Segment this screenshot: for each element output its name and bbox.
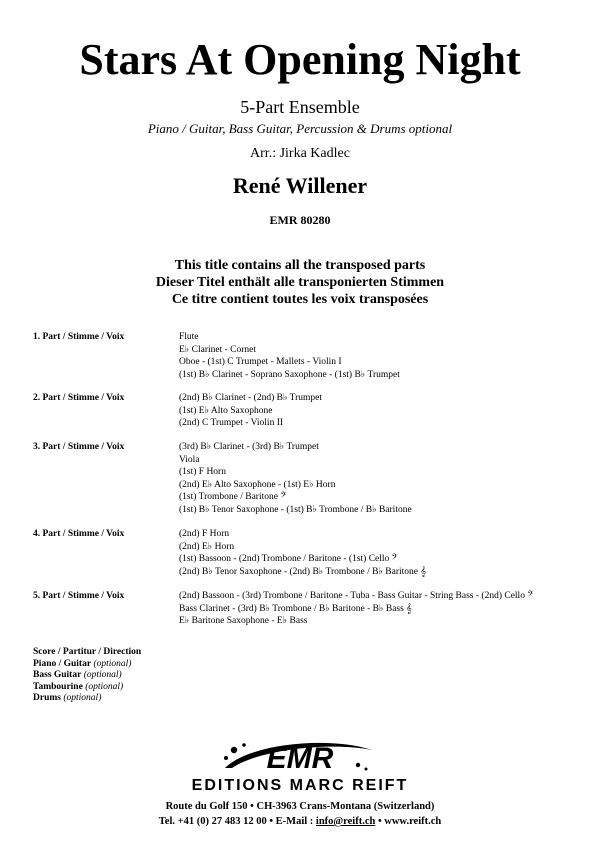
score-label: Score / Partitur / Direction xyxy=(33,647,142,657)
instrument-list xyxy=(179,392,322,430)
part-label: 1. Part / Stimme / Voix xyxy=(33,332,125,342)
star-icon xyxy=(365,768,368,771)
instrument-line: Bass Clarinet - (3rd) B♭ Trombone / B♭ Baritone - B♭ Bass 𝄞 xyxy=(179,603,412,614)
note-english: This title contains all the transposed parts xyxy=(174,258,426,273)
instrument-line: (1st) E♭ Alto Saxophone xyxy=(179,405,273,416)
extra-item-label: Piano / Guitar xyxy=(33,658,92,669)
instrument-line: Oboe - (1st) C Trumpet - Mallets - Violin I xyxy=(179,357,342,367)
composer-name: René Willener xyxy=(232,173,368,198)
instrument-line: Viola xyxy=(179,454,200,465)
star-icon xyxy=(242,743,246,747)
part-label: 2. Part / Stimme / Voix xyxy=(33,393,125,403)
email-link[interactable]: info@reift.ch xyxy=(315,816,376,827)
star-icon xyxy=(224,756,228,760)
instrument-line: (1st) B♭ Tenor Saxophone - (1st) B♭ Trombone / B♭ Baritone xyxy=(179,504,412,515)
website-text: • www.reift.ch xyxy=(375,816,442,827)
instrument-list xyxy=(179,590,533,628)
instrument-line: (1st) F Horn xyxy=(179,467,226,477)
extra-item-tambourine xyxy=(33,682,141,694)
instrument-line: (1st) Trombone / Baritone 𝄢 xyxy=(179,492,287,502)
star-icon xyxy=(356,763,360,767)
part-label: 3. Part / Stimme / Voix xyxy=(33,442,125,452)
instrument-list xyxy=(179,441,412,516)
extra-item-piano xyxy=(33,659,141,671)
publisher-name: EDITIONS MARC REIFT xyxy=(191,777,409,794)
note-german: Dieser Titel enthält alle transponierten Stimmen xyxy=(155,275,445,290)
arranger-line: Arr.: Jirka Kadlec xyxy=(250,146,350,161)
note-french: Ce titre contient toutes les voix transposées xyxy=(171,292,429,307)
part-label: 4. Part / Stimme / Voix xyxy=(33,529,125,539)
ensemble-subtitle: 5-Part Ensemble xyxy=(240,97,360,117)
extra-item-label: Tambourine xyxy=(33,681,83,692)
extra-parts-list xyxy=(33,647,141,705)
instrument-line: (2nd) E♭ Alto Saxophone - (1st) E♭ Horn xyxy=(179,479,336,490)
instrument-line: E♭ Baritone Saxophone - E♭ Bass xyxy=(179,616,308,626)
optional-tag: (optional) xyxy=(83,670,122,681)
instrument-line: (2nd) B♭ Clarinet - (2nd) B♭ Trumpet xyxy=(179,393,323,403)
extra-item-bass xyxy=(33,670,141,682)
instrument-line: Flute xyxy=(179,332,199,342)
contact-phone-text: Tel. +41 (0) 27 483 12 00 • E-Mail : xyxy=(158,816,316,827)
instrument-line: (2nd) F Horn xyxy=(179,529,230,539)
instrument-line: (1st) Bassoon - (2nd) Trombone / Baritone - (1st) Cello 𝄢 xyxy=(179,554,398,564)
instrument-line: (2nd) E♭ Horn xyxy=(179,541,235,552)
piece-title: Stars At Opening Night xyxy=(79,35,521,84)
transposition-notes xyxy=(0,257,600,308)
logo-mark: EMR xyxy=(266,742,334,775)
publisher-logo xyxy=(0,738,600,798)
part-label: 5. Part / Stimme / Voix xyxy=(33,591,125,601)
instrumentation-line: Piano / Guitar, Bass Guitar, Percussion & Drums optional xyxy=(147,121,453,136)
star-icon xyxy=(231,747,237,753)
instrument-line: (2nd) B♭ Tenor Saxophone - (2nd) B♭ Trombone / B♭ Baritone 𝄞 xyxy=(179,566,426,577)
instrument-list xyxy=(179,331,400,381)
catalog-number: EMR 80280 xyxy=(269,213,331,227)
instrument-line: E♭ Clarinet - Cornet xyxy=(179,344,257,355)
instrument-line: (3rd) B♭ Clarinet - (3rd) B♭ Trumpet xyxy=(179,442,319,452)
instrument-line: (2nd) Bassoon - (3rd) Trombone / Baritone - Tuba - Bass Guitar - String Bass - (2nd) Cello 𝄢 xyxy=(179,591,534,601)
extra-item-drums xyxy=(33,693,141,705)
optional-tag: (optional) xyxy=(93,658,132,669)
instrument-line: (1st) B♭ Clarinet - Soprano Saxophone - (1st) B♭ Trumpet xyxy=(179,369,400,380)
publisher-address: Route du Golf 150 • CH-3963 Crans-Montana (Switzerland) xyxy=(165,801,435,812)
optional-tag: (optional) xyxy=(85,681,124,692)
extra-item-label: Drums xyxy=(33,693,61,704)
instrument-list xyxy=(179,528,426,578)
publisher-contact xyxy=(0,815,600,829)
instrument-line: (2nd) C Trumpet - Violin II xyxy=(179,418,284,428)
extra-item-label: Bass Guitar xyxy=(33,670,82,681)
optional-tag: (optional) xyxy=(63,693,102,704)
